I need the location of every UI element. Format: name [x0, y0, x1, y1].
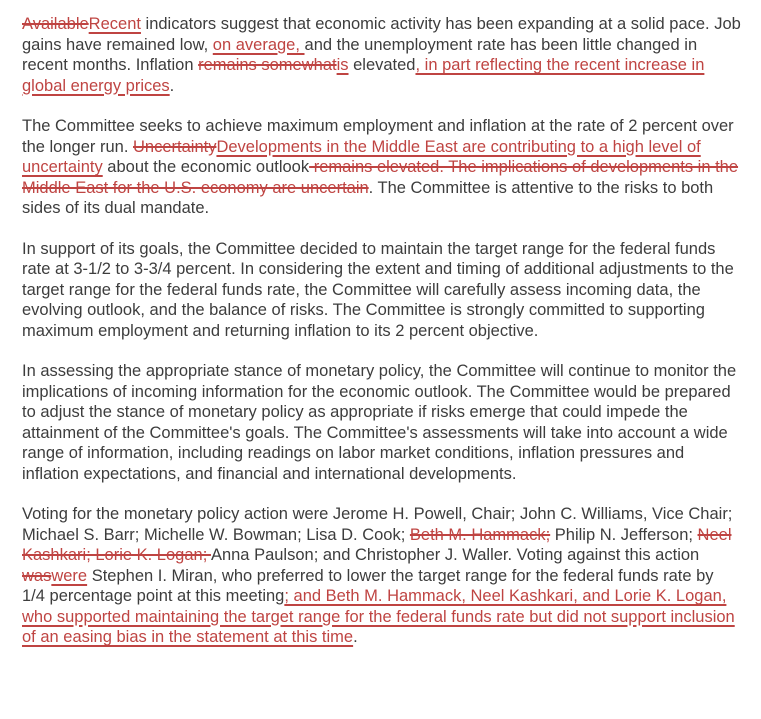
inserted-text: ; and Beth M. Hammack, Neel Kashkari, and Lorie K. Logan, who supported maintaining the target range for the federal funds rate but did not support inclusion of an easing bias in the statement at this time: [22, 587, 735, 646]
deleted-text: remains elevated. The implications of developments in the Middle East for the U.S. economy are uncertain: [22, 158, 739, 197]
text-run: Anna Paulson; and Christopher J. Waller. Voting against this action: [210, 546, 700, 564]
text-run: Voting for the monetary policy action were Jerome H. Powell, Chair; John C. Williams, Vice Chair; Michael S. Barr; Michelle W. Bowman; Lisa D. Cook;: [22, 505, 733, 544]
text-run: elevated: [348, 56, 416, 74]
text-run: and the unemployment rate has been little changed in recent months. Inflation: [22, 35, 698, 74]
text-run: Philip N. Jefferson;: [550, 525, 698, 544]
deleted-text: Neel Kashkari; Lorie K. Logan;: [22, 525, 732, 564]
text-run: The Committee seeks to achieve maximum employment and inflation at the rate of 2 percent over the longer run.: [22, 117, 734, 156]
inserted-text: Developments in the Middle East are contributing to a high level of uncertainty: [22, 137, 701, 176]
text-run: In support of its goals, the Committee decided to maintain the target range for the federal funds rate at 3-1/2 to 3-3/4 percent. In considering the extent and timing of additional adjustments to the target range for the federal funds rate, the Committee will carefully assess incoming data, the evolving outlook, and the balance of risks. The Committee is strongly committed to supporting maximum employment and returning inflation to its 2 percent objective.: [22, 239, 734, 340]
deleted-text: remains somewhat: [198, 56, 337, 74]
inserted-text: is: [336, 56, 349, 74]
deleted-text: was: [22, 566, 52, 585]
text-run: about the economic outlook: [102, 158, 310, 176]
deleted-text: Beth M. Hammack;: [409, 525, 551, 544]
inserted-text: on average,: [212, 35, 305, 54]
inserted-text: were: [51, 566, 88, 585]
paragraph: [22, 361, 741, 484]
deleted-text: Available: [22, 15, 89, 33]
paragraph: [22, 116, 741, 219]
text-run: .: [169, 76, 175, 95]
paragraph: [22, 504, 741, 648]
text-run: . The Committee is attentive to the risks to both sides of its dual mandate.: [22, 178, 714, 217]
paragraph: [22, 239, 741, 342]
paragraph: [22, 14, 741, 96]
deleted-text: Uncertainty: [133, 137, 217, 156]
text-run: .: [353, 628, 358, 646]
text-run: Stephen I. Miran, who preferred to lower the target range for the federal funds rate by 1/4 percentage point at this meeting: [22, 566, 714, 605]
inserted-text: , in part reflecting the recent increase in global energy prices: [22, 56, 705, 95]
text-run: indicators suggest that economic activity has been expanding at a solid pace. Job gains have remained low,: [22, 15, 741, 54]
inserted-text: Recent: [88, 15, 141, 33]
text-run: In assessing the appropriate stance of monetary policy, the Committee will continue to monitor the implications of incoming information for the economic outlook. The Committee would be prepared to adjust the stance of monetary policy as appropriate if risks emerge that could impede the attainment of the Committee's goals. The Committee's assessments will take into account a wide range of information, including readings on labor market conditions, inflation pressures and inflation expectations, and financial and international developments.: [22, 362, 737, 483]
